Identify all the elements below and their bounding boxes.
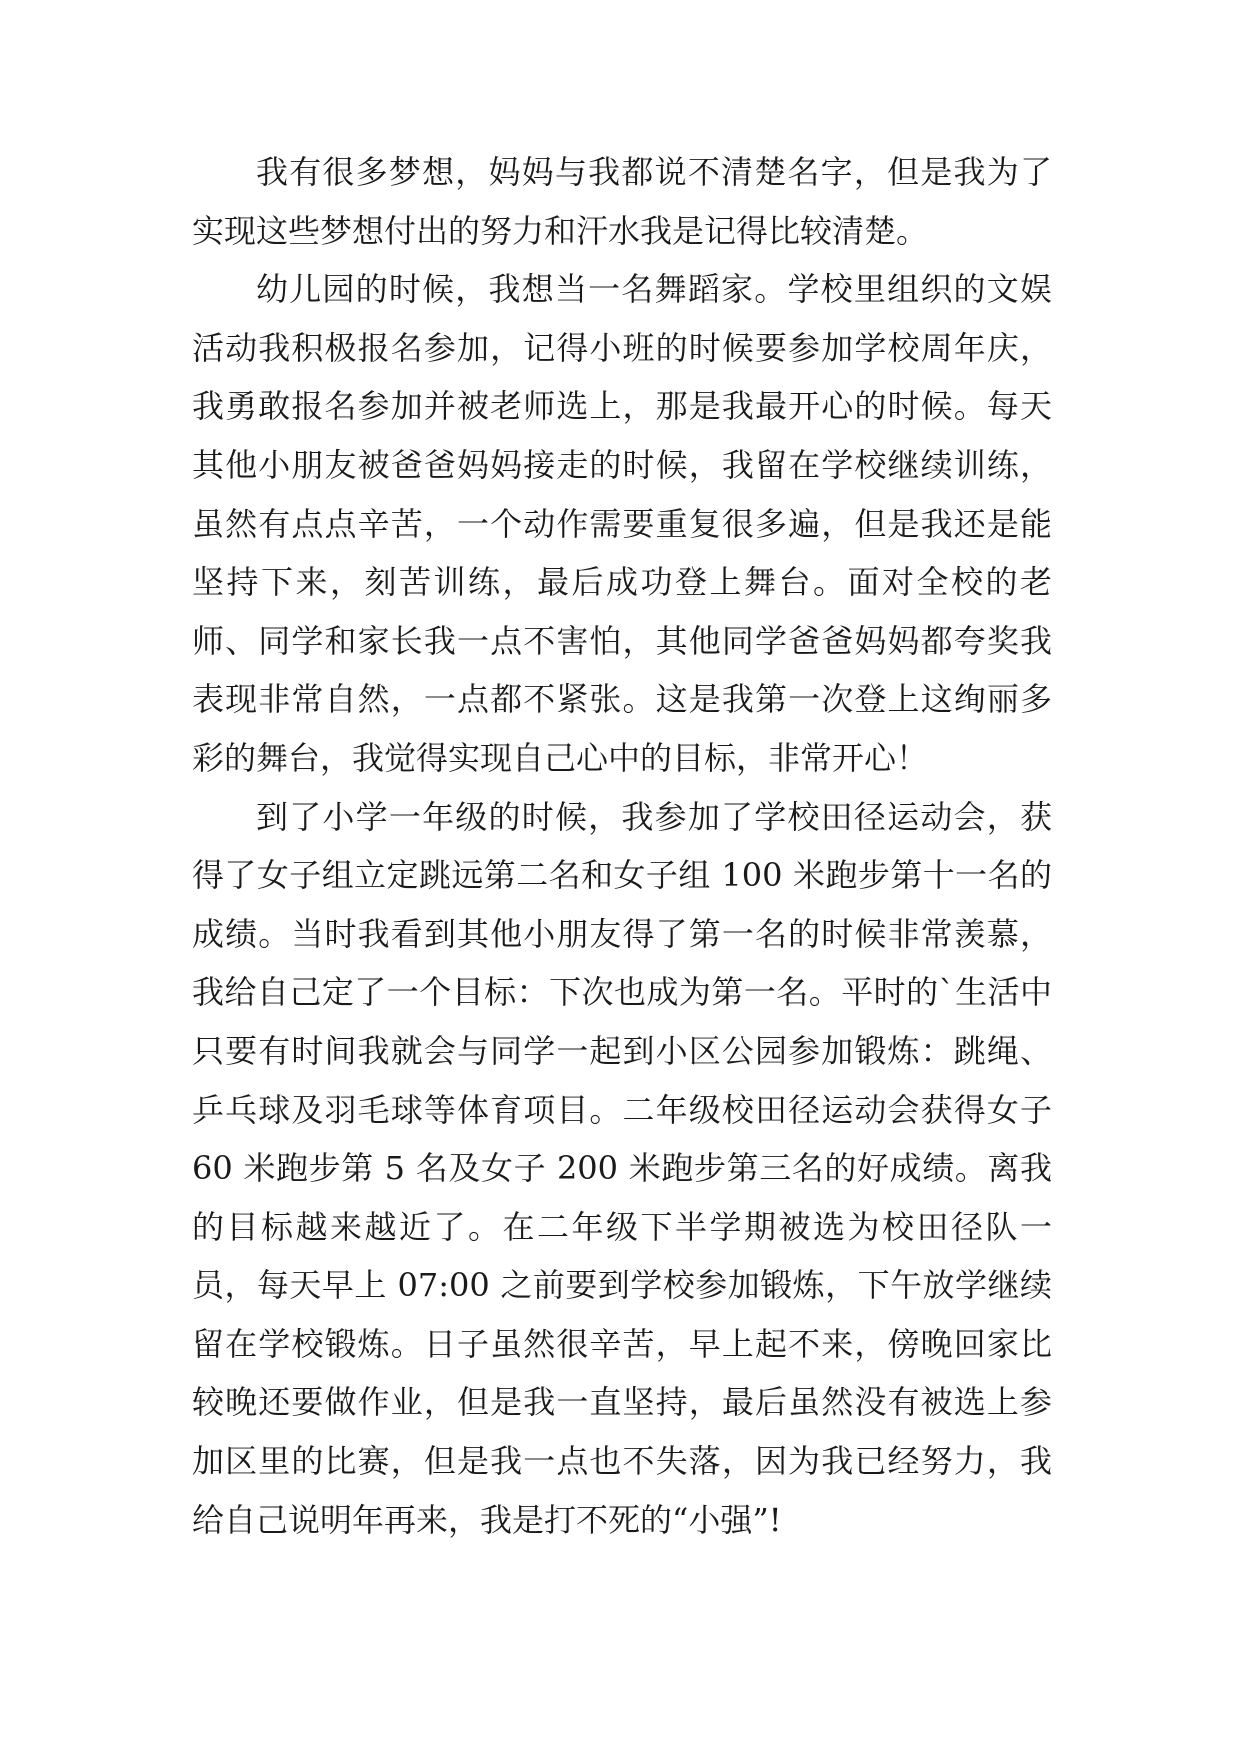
document-page (192, 143, 1052, 1549)
paragraph: 幼儿园的时候，我想当一名舞蹈家。学校里组织的文娱活动我积极报名参加，记得小班的时候要参加学校周年庆，我勇敢报名参加并被老师选上，那是我最开心的时候。每天其他小朋友被爸爸妈妈接走的时候，我留在学校继续训练，虽然有点点辛苦，一个动作需要重复很多遍，但是我还是能坚持下来，刻苦训练，最后成功登上舞台。面对全校的老师、同学和家长我一点不害怕，其他同学爸爸妈妈都夸奖我表现非常自然，一点都不紧张。这是我第一次登上这绚丽多彩的舞台，我觉得实现自己心中的目标，非常开心！ (192, 270, 1052, 777)
paragraph: 我有很多梦想，妈妈与我都说不清楚名字，但是我为了实现这些梦想付出的努力和汗水我是记得比较清楚。 (192, 153, 1052, 250)
paragraph: 到了小学一年级的时候，我参加了学校田径运动会，获得了女子组立定跳远第二名和女子组 100 米跑步第十一名的成绩。当时我看到其他小朋友得了第一名的时候非常羡慕，我给自己定了一个目标：下次也成为第一名。平时的`生活中只要有时间我就会与同学一起到小区公园参加锻炼：跳绳、乒乓球及羽毛球等体育项目。二年级校田径运动会获得女子 60 米跑步第 5 名及女子 200 米跑步第三名的好成绩。离我的目标越来越近了。在二年级下半学期被选为校田径队一员，每天早上 07:00 之前要到学校参加锻炼，下午放学继续留在学校锻炼。日子虽然很辛苦，早上起不来，傍晚回家比较晚还要做作业，但是我一直坚持，最后虽然没有被选上参加区里的比赛，但是我一点也不失落，因为我已经努力，我给自己说明年再来，我是打不死的“小强”! (192, 797, 1052, 1539)
